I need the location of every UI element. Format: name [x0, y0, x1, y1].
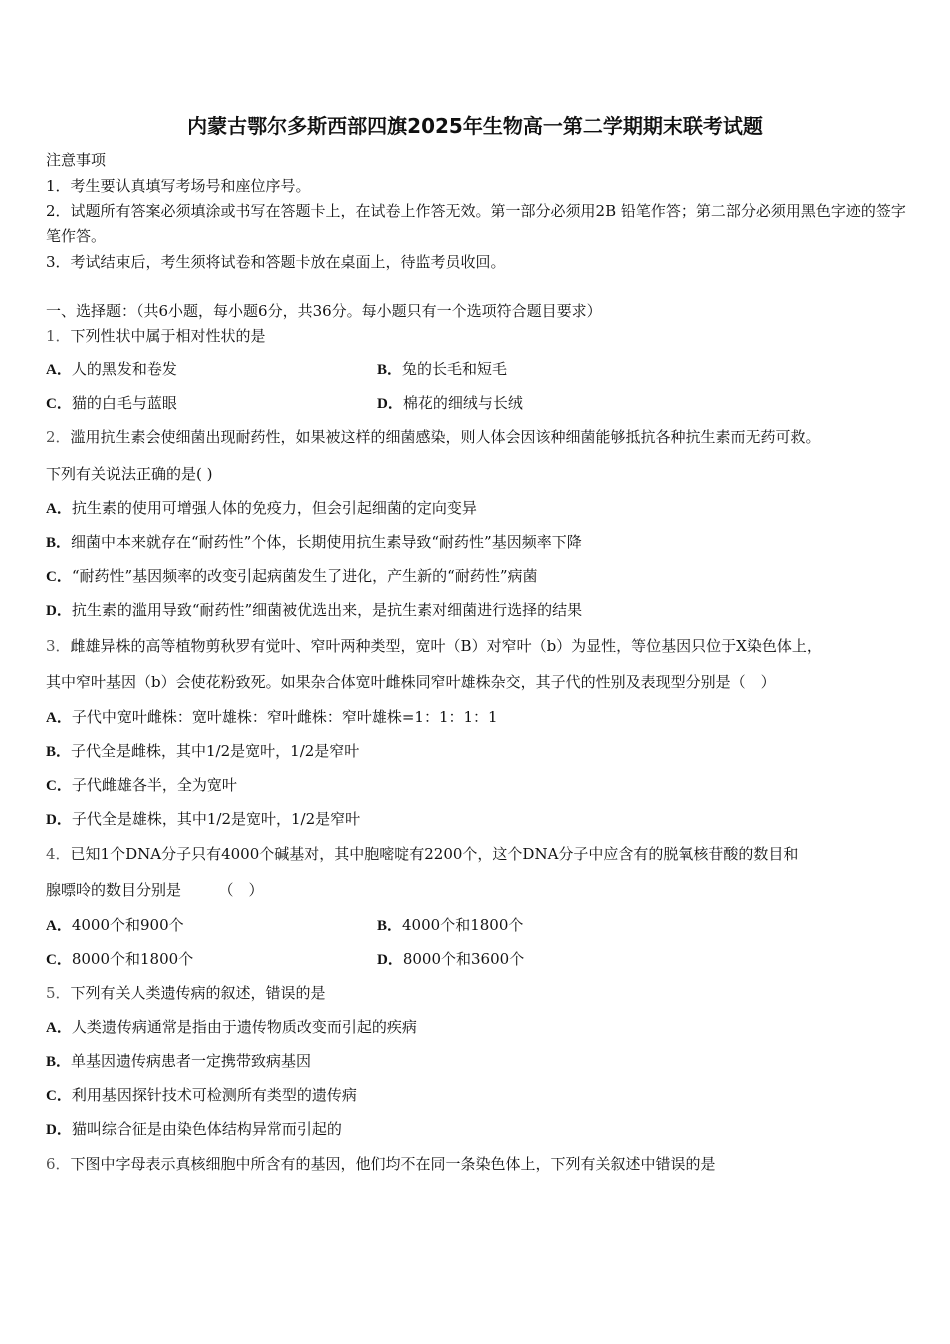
q1-option-b: B．兔的长毛和短毛 [377, 360, 508, 378]
question-1 [46, 326, 266, 346]
question-number: 5． [46, 984, 71, 1002]
q3-option-d: D．子代全是雄株，其中1/2是宽叶，1/2是窄叶 [46, 810, 361, 828]
q1-option-c: C．猫的白毛与蓝眼 [46, 394, 177, 412]
q4-option-d: D．8000个和3600个 [377, 950, 525, 968]
question-6 [46, 1154, 716, 1174]
q2-option-c: C．“耐药性”基因频率的改变引起病菌发生了进化，产生新的“耐药性”病菌 [46, 567, 538, 585]
q1-option-a: A．人的黑发和卷发 [46, 360, 177, 378]
question-number: 3． [46, 637, 71, 655]
question-number: 1． [46, 327, 71, 345]
section-heading: 一、选择题：（共6小题，每小题6分，共36分。每小题只有一个选项符合题目要求） [46, 302, 602, 320]
question-stem: 下列有关人类遗传病的叙述，错误的是 [70, 984, 326, 1002]
q4-option-c: C．8000个和1800个 [46, 950, 194, 968]
question-stem: 已知1个DNA分子只有4000个碱基对，其中胞嘧啶有2200个，这个DNA分子中应含有的脱氧核苷酸的数目和 [70, 845, 799, 863]
question-stem: 下图中字母表示真核细胞中所含有的基因，他们均不在同一条染色体上，下列有关叙述中错误的是 [70, 1155, 716, 1173]
q4-option-a: A．4000个和900个 [46, 916, 184, 934]
q3-option-a: A．子代中宽叶雌株：宽叶雄株：窄叶雌株：窄叶雄株=1：1：1：1 [46, 708, 498, 726]
notice-item-3: 3．考试结束后，考生须将试卷和答题卡放在桌面上，待监考员收回。 [46, 253, 506, 271]
q3-option-b: B．子代全是雌株，其中1/2是宽叶，1/2是窄叶 [46, 742, 360, 760]
q2-option-b: B．细菌中本来就存在“耐药性”个体，长期使用抗生素导致“耐药性”基因频率下降 [46, 533, 582, 551]
question-number: 4． [46, 845, 71, 863]
q3-option-c: C．子代雌雄各半，全为宽叶 [46, 776, 237, 794]
question-3 [46, 636, 822, 656]
question-5 [46, 983, 326, 1003]
q2-option-d: D．抗生素的滥用导致“耐药性”细菌被优选出来，是抗生素对细菌进行选择的结果 [46, 601, 583, 619]
question-stem: 下列性状中属于相对性状的是 [70, 327, 266, 345]
notice-heading: 注意事项 [46, 151, 107, 169]
q5-option-c: C．利用基因探针技术可检测所有类型的遗传病 [46, 1086, 357, 1104]
question-stem: 雌雄异株的高等植物剪秋罗有觉叶、窄叶两种类型，宽叶（B）对窄叶（b）为显性，等位基因只位于X染色体上， [70, 637, 822, 655]
question-4-stem-continued: 腺嘌呤的数目分别是 （ ） [46, 881, 264, 899]
q5-option-b: B．单基因遗传病患者一定携带致病基因 [46, 1052, 312, 1070]
q1-option-d: D．棉花的细绒与长绒 [377, 394, 523, 412]
exam-title: 内蒙古鄂尔多斯西部四旗2025年生物高一第二学期期末联考试题 [187, 114, 763, 138]
q2-option-a: A．抗生素的使用可增强人体的免疫力，但会引起细菌的定向变异 [46, 499, 477, 517]
question-3-stem-continued: 其中窄叶基因（b）会使花粉致死。如果杂合体宽叶雌株同窄叶雄株杂交，其子代的性别及表现型分别是（ ） [46, 673, 776, 691]
q5-option-a: A．人类遗传病通常是指由于遗传物质改变而引起的疾病 [46, 1018, 417, 1036]
question-4 [46, 844, 798, 864]
question-stem: 滥用抗生素会使细菌出现耐药性，如果被这样的细菌感染，则人体会因该种细菌能够抵抗各种抗生素而无药可救。 [70, 428, 821, 446]
question-number: 6． [46, 1155, 71, 1173]
question-2 [46, 427, 821, 447]
question-2-stem-continued: 下列有关说法正确的是( ) [46, 465, 213, 483]
notice-item-1: 1．考生要认真填写考场号和座位序号。 [46, 177, 311, 195]
q5-option-d: D．猫叫综合征是由染色体结构异常而引起的 [46, 1120, 342, 1138]
notice-item-2: 2．试题所有答案必须填涂或书写在答题卡上，在试卷上作答无效。第一部分必须用2B 铅笔作答；第二部分必须用黑色字迹的签字笔作答。 [46, 202, 906, 245]
question-number: 2． [46, 428, 71, 446]
q4-option-b: B．4000个和1800个 [377, 916, 524, 934]
